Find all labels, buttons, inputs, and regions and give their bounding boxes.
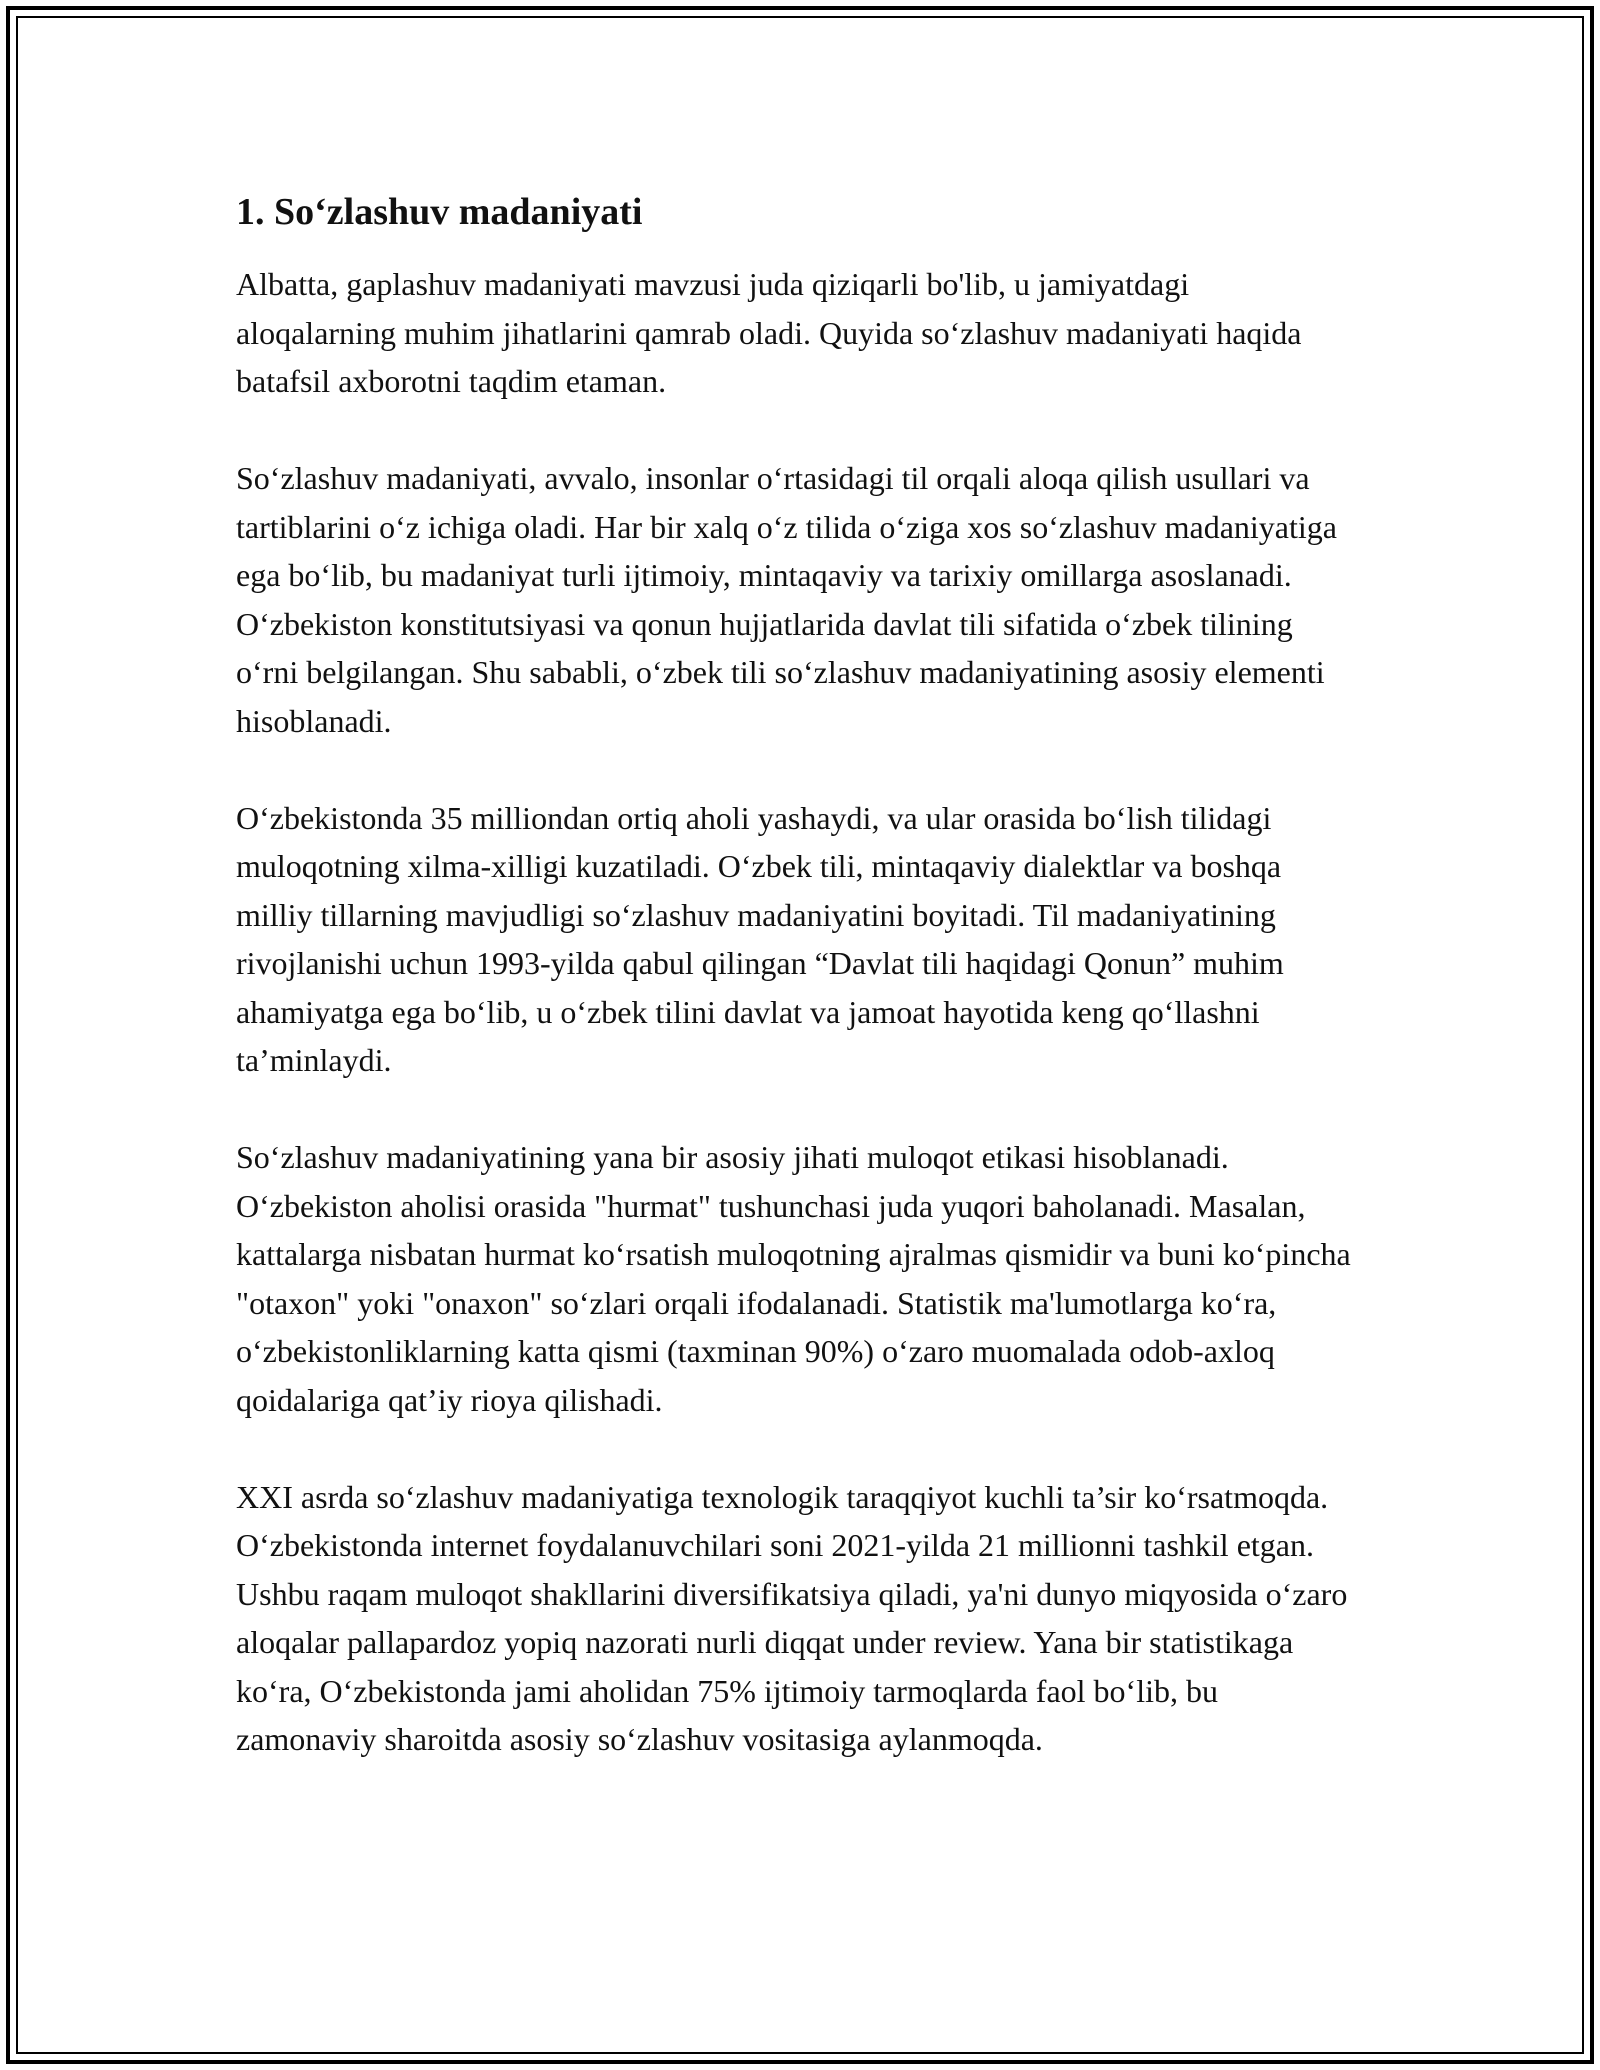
paragraph-ethics: So‘zlashuv madaniyatining yana bir asosiy jihati muloqot etikasi hisoblanadi. O‘zbekiston aholisi orasida "hurmat" tushunchasi juda yuqori baholanadi. Masalan, kattalarga nisbatan hurmat ko‘rsatish muloqotning ajralmas qismidir va buni ko‘pincha "otaxon" yoki "onaxon" so‘zlari orqali ifodalanadi. Statistik ma'lumotlarga ko‘ra, o‘zbekistonliklarning katta qismi (taxminan 90%) o‘zaro muomalada odob-axloq qoidalariga qat’iy rioya qilishadi. [236, 1139, 1351, 1418]
paragraph-population: O‘zbekistonda 35 milliondan ortiq aholi yashaydi, va ular orasida bo‘lish tilidagi muloqotning xilma-xilligi kuzatiladi. O‘zbek tili, mintaqaviy dialektlar va boshqa milliy tillarning mavjudligi so‘zlashuv madaniyatini boyitadi. Til madaniyatining rivojlanishi uchun 1993-yilda qabul qilingan “Davlat tili haqidagi Qonun” muhim ahamiyatga ega bo‘lib, u o‘zbek tilini davlat va jamoat hayotida keng qo‘llashni ta’minlaydi. [236, 799, 1284, 1078]
section-heading: 1. So‘zlashuv madaniyati [236, 191, 643, 233]
paragraph-intro: Albatta, gaplashuv madaniyati mavzusi juda qiziqarli bo'lib, u jamiyatdagi aloqalarning muhim jihatlarini qamrab oladi. Quyida so‘zlashuv madaniyati haqida batafsil axborotni taqdim etaman. [236, 266, 1302, 399]
paragraph-technology: XXI asrda so‘zlashuv madaniyatiga texnologik taraqqiyot kuchli ta’sir ko‘rsatmoqda. O‘zbekistonda internet foydalanuvchilari soni 2021-yilda 21 millionni tashkil etgan. Ushbu raqam muloqot shakllarini diversifikatsiya qiladi, ya'ni dunyo miqyosida o‘zaro aloqalar pallapardoz yopiq nazorati nurli diqqat under review. Yana bir statistikaga ko‘ra, O‘zbekistonda jami aholidan 75% ijtimoiy tarmoqlarda faol bo‘lib, bu zamonaviy sharoitda asosiy so‘zlashuv vositasiga aylanmoqda. [236, 1478, 1348, 1757]
paragraph-definition: So‘zlashuv madaniyati, avvalo, insonlar o‘rtasidagi til orqali aloqa qilish usullari va tartiblarini o‘z ichiga oladi. Har bir xalq o‘z tilida o‘ziga xos so‘zlashuv madaniyatiga ega bo‘lib, bu madaniyat turli ijtimoiy, mintaqaviy va tarixiy omillarga asoslanadi. O‘zbekiston konstitutsiyasi va qonun hujjatlarida davlat tili sifatida o‘zbek tilining o‘rni belgilangan. Shu sababli, o‘zbek tili so‘zlashuv madaniyatining asosiy elementi hisoblanadi. [236, 460, 1337, 739]
document-body [236, 186, 1356, 1812]
